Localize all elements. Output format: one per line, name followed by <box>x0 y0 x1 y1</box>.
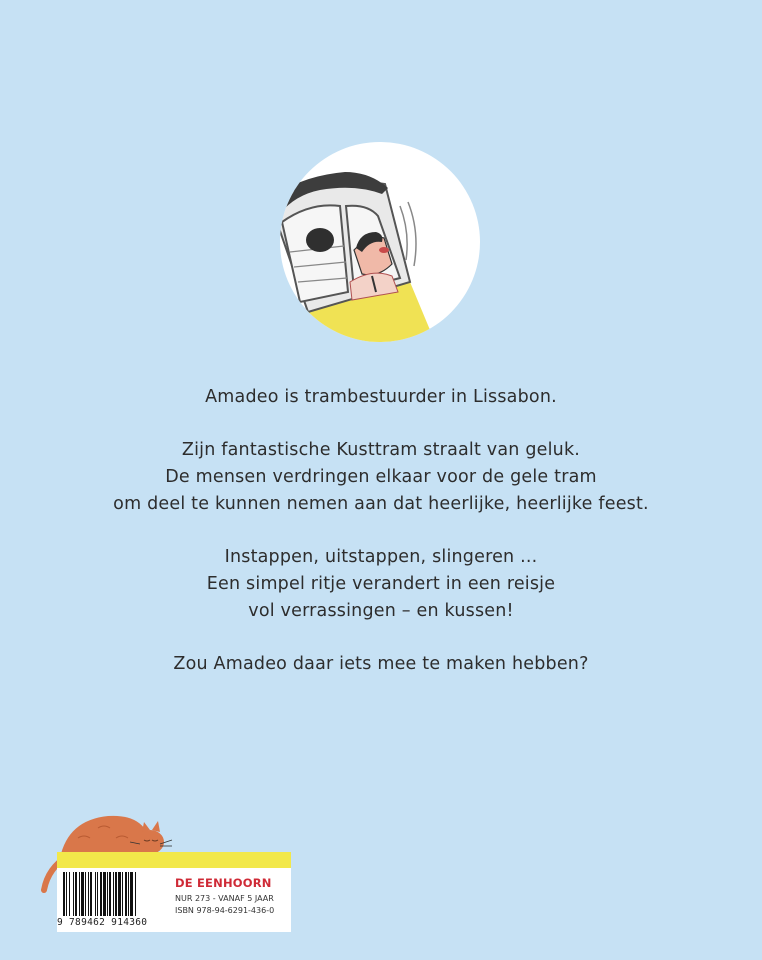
blurb-paragraph <box>0 651 762 678</box>
blurb-line: Instappen, uitstappen, slingeren ... <box>224 547 538 567</box>
nur-code: NUR 273 - VANAF 5 JAAR <box>175 894 274 903</box>
barcode-yellow-band <box>57 852 291 868</box>
blurb-line: Amadeo is trambestuurder in Lissabon. <box>205 387 557 407</box>
barcode-box <box>57 868 291 932</box>
blurb-paragraph <box>0 544 762 625</box>
blurb-line: Een simpel ritje verandert in een reisje <box>206 574 556 594</box>
blurb-line: om deel te kunnen nemen aan dat heerlijke, heerlijke feest. <box>113 494 649 514</box>
blurb-line: vol verrassingen – en kussen! <box>248 601 514 621</box>
tram-driver-illustration-icon <box>260 142 500 342</box>
publisher-name: DE EENHOORN <box>175 876 272 890</box>
blurb-line: Zou Amadeo daar iets mee te maken hebben? <box>173 654 589 674</box>
blurb-paragraph <box>0 384 762 411</box>
barcode-panel <box>57 852 291 932</box>
blurb-line: Zijn fantastische Kusttram straalt van geluk. <box>181 440 581 460</box>
isbn-number: ISBN 978-94-6291-436-0 <box>175 906 275 915</box>
barcode-icon <box>63 872 167 916</box>
tram-driver-illustration <box>260 142 500 342</box>
blurb-line: De mensen verdringen elkaar voor de gele tram <box>165 467 597 487</box>
barcode-digits: 9 789462 914360 <box>57 917 148 928</box>
back-cover-blurb <box>0 384 762 704</box>
blurb-paragraph <box>0 437 762 518</box>
